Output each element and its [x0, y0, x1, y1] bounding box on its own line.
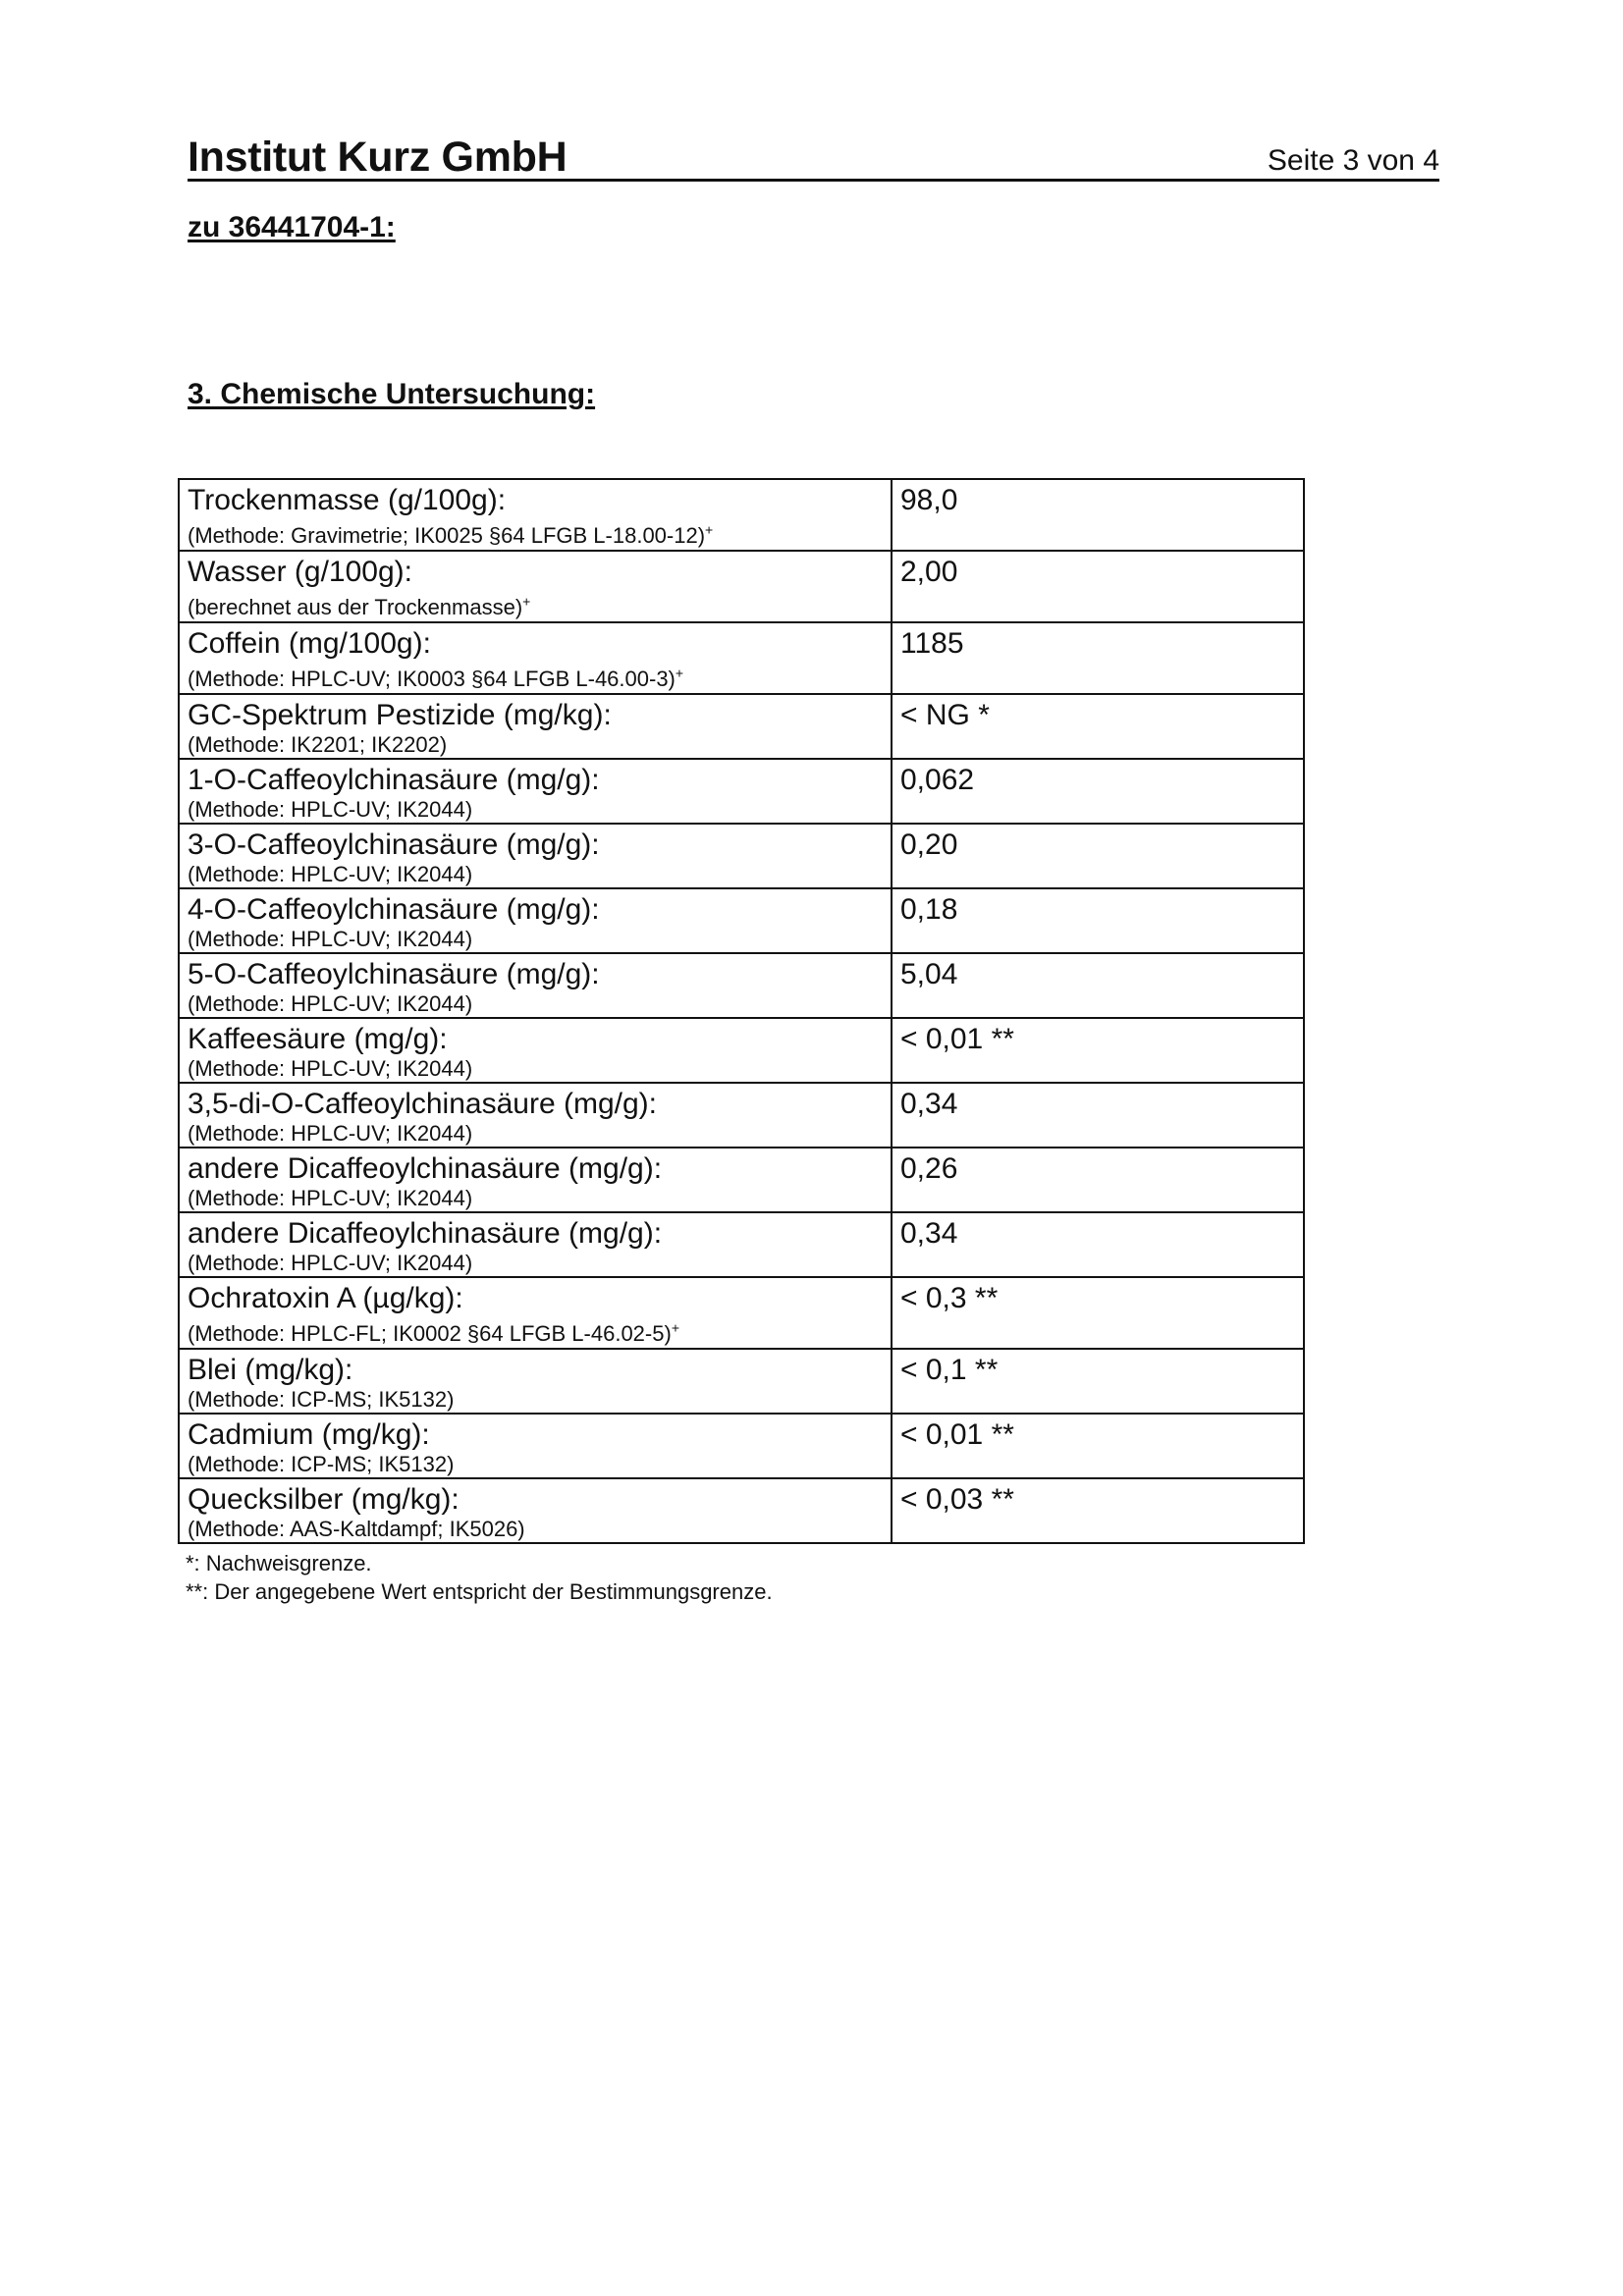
result-value: < 0,03 **: [892, 1478, 1304, 1543]
result-value: 0,26: [892, 1148, 1304, 1212]
table-row: [179, 479, 1304, 551]
table-row: [179, 622, 1304, 694]
table-row: [179, 1212, 1304, 1277]
parameter-name: Quecksilber (mg/kg):: [188, 1483, 460, 1516]
parameter-cell: [179, 1212, 892, 1277]
parameter-cell: [179, 1414, 892, 1478]
parameter-name: 4-O-Caffeoylchinasäure (mg/g):: [188, 893, 600, 926]
parameter-cell: [179, 1083, 892, 1148]
method-text: (Methode: HPLC-UV; IK2044): [188, 1056, 473, 1081]
method-note: [188, 1186, 883, 1211]
parameter-cell: [179, 1349, 892, 1414]
method-text: (Methode: HPLC-UV; IK0003 §64 LFGB L-46.00-3): [188, 667, 676, 691]
parameter-cell: [179, 479, 892, 551]
method-note: [188, 1321, 883, 1347]
method-note: [188, 1517, 883, 1542]
parameter-name: andere Dicaffeoylchinasäure (mg/g):: [188, 1152, 663, 1185]
parameter-name: 1-O-Caffeoylchinasäure (mg/g):: [188, 764, 600, 796]
method-text: (Methode: HPLC-UV; IK2044): [188, 1186, 473, 1210]
parameter-cell: [179, 694, 892, 759]
table-row: [179, 1277, 1304, 1349]
parameter-cell: [179, 1018, 892, 1083]
method-text: (Methode: AAS-Kaltdampf; IK5026): [188, 1517, 525, 1541]
page-number: Seite 3 von 4: [1267, 144, 1439, 177]
section-title: 3. Chemische Untersuchung:: [188, 378, 596, 410]
method-text: (Methode: HPLC-UV; IK2044): [188, 797, 473, 822]
parameter-name: 3-O-Caffeoylchinasäure (mg/g):: [188, 828, 600, 861]
parameter-cell: [179, 759, 892, 824]
accreditation-mark: +: [522, 593, 531, 610]
method-text: (Methode: IK2201; IK2202): [188, 732, 448, 757]
result-value: 0,20: [892, 824, 1304, 888]
accreditation-mark: +: [675, 665, 684, 681]
method-note: [188, 732, 883, 758]
parameter-cell: [179, 888, 892, 953]
parameter-name: Kaffeesäure (mg/g):: [188, 1023, 448, 1055]
method-note: [188, 797, 883, 823]
footnote: **: Der angegebene Wert entspricht der Bestimmungsgrenze.: [186, 1579, 773, 1604]
result-value: 1185: [892, 622, 1304, 694]
table-row: [179, 1018, 1304, 1083]
parameter-name: Trockenmasse (g/100g):: [188, 484, 507, 516]
result-value: 0,34: [892, 1212, 1304, 1277]
accreditation-mark: +: [705, 521, 714, 538]
result-value: < NG *: [892, 694, 1304, 759]
result-value: < 0,01 **: [892, 1018, 1304, 1083]
table-row: [179, 551, 1304, 622]
parameter-name: 3,5-di-O-Caffeoylchinasäure (mg/g):: [188, 1088, 657, 1120]
parameter-name: Cadmium (mg/kg):: [188, 1418, 430, 1451]
method-note: [188, 991, 883, 1017]
table-row: [179, 888, 1304, 953]
method-note: [188, 523, 883, 549]
table-row: [179, 1083, 1304, 1148]
page-header: [188, 126, 1439, 182]
method-text: (Methode: HPLC-UV; IK2044): [188, 1121, 473, 1146]
footnotes: [186, 1549, 773, 1606]
method-note: [188, 927, 883, 952]
method-text: (Methode: ICP-MS; IK5132): [188, 1452, 455, 1476]
result-value: 0,34: [892, 1083, 1304, 1148]
table-row: [179, 694, 1304, 759]
parameter-name: 5-O-Caffeoylchinasäure (mg/g):: [188, 958, 600, 990]
method-text: (Methode: HPLC-UV; IK2044): [188, 991, 473, 1016]
table-row: [179, 1349, 1304, 1414]
table-row: [179, 824, 1304, 888]
result-value: < 0,01 **: [892, 1414, 1304, 1478]
results-table: [178, 478, 1305, 1544]
accreditation-mark: +: [671, 1319, 679, 1336]
method-note: [188, 595, 883, 620]
method-note: [188, 1121, 883, 1147]
table-row: [179, 1148, 1304, 1212]
result-value: < 0,3 **: [892, 1277, 1304, 1349]
parameter-cell: [179, 551, 892, 622]
parameter-name: andere Dicaffeoylchinasäure (mg/g):: [188, 1217, 663, 1250]
result-value: 0,062: [892, 759, 1304, 824]
method-text: (Methode: Gravimetrie; IK0025 §64 LFGB L-18.00-12): [188, 523, 706, 548]
method-text: (Methode: HPLC-UV; IK2044): [188, 927, 473, 951]
parameter-cell: [179, 953, 892, 1018]
table-row: [179, 759, 1304, 824]
method-text: (Methode: HPLC-FL; IK0002 §64 LFGB L-46.02-5): [188, 1321, 672, 1346]
method-note: [188, 1251, 883, 1276]
result-value: 98,0: [892, 479, 1304, 551]
method-note: [188, 862, 883, 887]
parameter-cell: [179, 1148, 892, 1212]
method-note: [188, 1056, 883, 1082]
method-note: [188, 667, 883, 692]
report-reference: zu 36441704-1:: [188, 211, 396, 243]
parameter-name: Blei (mg/kg):: [188, 1354, 353, 1386]
parameter-cell: [179, 1478, 892, 1543]
method-text: (Methode: HPLC-UV; IK2044): [188, 862, 473, 886]
parameter-name: Wasser (g/100g):: [188, 556, 412, 588]
company-name: Institut Kurz GmbH: [188, 133, 568, 181]
table-row: [179, 1414, 1304, 1478]
method-text: (Methode: ICP-MS; IK5132): [188, 1387, 455, 1412]
parameter-cell: [179, 622, 892, 694]
method-note: [188, 1452, 883, 1477]
parameter-name: GC-Spektrum Pestizide (mg/kg):: [188, 699, 612, 731]
method-text: (berechnet aus der Trockenmasse): [188, 595, 523, 619]
result-value: 5,04: [892, 953, 1304, 1018]
parameter-name: Coffein (mg/100g):: [188, 627, 431, 660]
result-value: 0,18: [892, 888, 1304, 953]
table-row: [179, 953, 1304, 1018]
result-value: 2,00: [892, 551, 1304, 622]
method-note: [188, 1387, 883, 1413]
method-text: (Methode: HPLC-UV; IK2044): [188, 1251, 473, 1275]
footnote: *: Nachweisgrenze.: [186, 1551, 372, 1575]
table-row: [179, 1478, 1304, 1543]
result-value: < 0,1 **: [892, 1349, 1304, 1414]
parameter-cell: [179, 1277, 892, 1349]
parameter-cell: [179, 824, 892, 888]
parameter-name: Ochratoxin A (µg/kg):: [188, 1282, 463, 1314]
